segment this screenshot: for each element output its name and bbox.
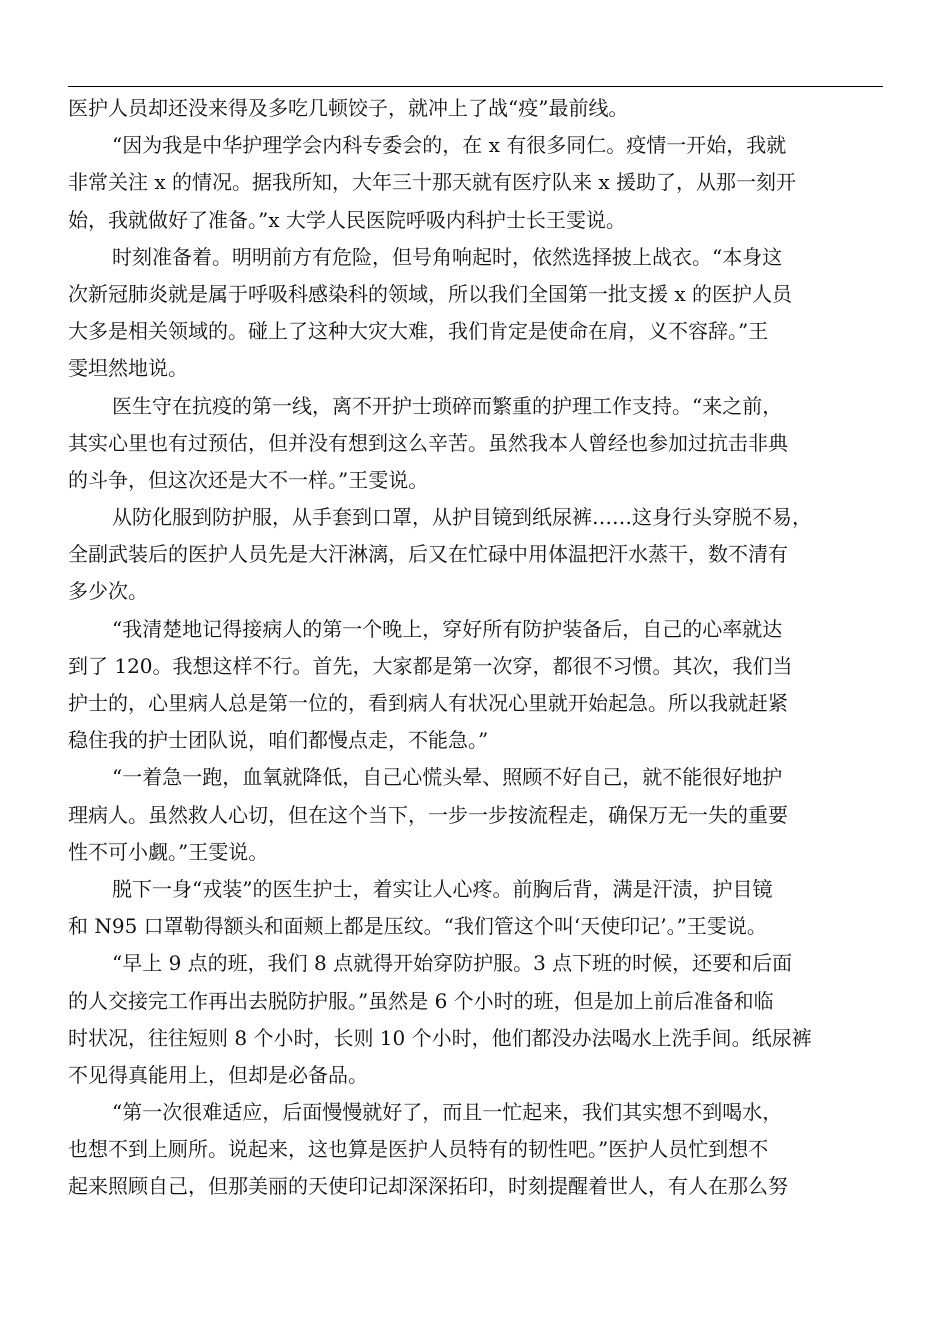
text-line: 和 N95 口罩勒得额头和面颊上都是压纹。“我们管这个叫‘天使印记’。”王雯说。 bbox=[68, 914, 767, 939]
header-rule bbox=[68, 86, 883, 87]
text-line: 全副武装后的医护人员先是大汗淋漓，后又在忙碌中用体温把汗水蒸干，数不清有 bbox=[68, 542, 788, 567]
text-line: 时状况，往往短则 8 个小时，长则 10 个小时，他们都没办法喝水上洗手间。纸尿裤 bbox=[68, 1025, 812, 1050]
text-line: 始，我就做好了准备。”x 大学人民医院呼吸内科护士长王雯说。 bbox=[68, 207, 626, 232]
text-line: 非常关注 x 的情况。据我所知，大年三十那天就有医疗队来 x 援助了，从那一刻开 bbox=[68, 170, 796, 195]
text-line: 从防化服到防护服，从手套到口罩，从护目镜到纸尿裤……这身行头穿脱不易， bbox=[112, 505, 812, 530]
text-line: 不见得真能用上，但却是必备品。 bbox=[68, 1062, 368, 1087]
text-line: “我清楚地记得接病人的第一个晚上，穿好所有防护装备后，自己的心率就达 bbox=[112, 616, 783, 641]
text-line: 到了 120。我想这样不行。首先，大家都是第一次穿，都很不习惯。其次，我们当 bbox=[68, 653, 793, 678]
text-line: 性不可小觑。”王雯说。 bbox=[68, 839, 269, 864]
text-line: 稳住我的护士团队说，咱们都慢点走，不能急。” bbox=[68, 728, 489, 753]
text-line: 大多是相关领域的。碰上了这种大灾大难，我们肯定是使命在肩，义不容辞。”王 bbox=[68, 319, 769, 344]
text-line: “第一次很难适应，后面慢慢就好了，而且一忙起来，我们其实想不到喝水， bbox=[112, 1100, 783, 1125]
text-line: 护士的，心里病人总是第一位的，看到病人有状况心里就开始起急。所以我就赶紧 bbox=[68, 691, 788, 715]
text-line: 医生守在抗疫的第一线，离不开护士琐碎而繁重的护理工作支持。“来之前， bbox=[112, 393, 783, 418]
text-line: 的斗争，但这次还是大不一样。”王雯说。 bbox=[68, 467, 429, 492]
text-line: “一着急一跑，血氧就降低，自己心慌头晕、照顾不好自己，就不能很好地护 bbox=[112, 765, 783, 790]
text-line: 雯坦然地说。 bbox=[68, 356, 188, 381]
text-line: 起来照顾自己，但那美丽的天使印记却深深拓印，时刻提醒着世人，有人在那么努 bbox=[68, 1174, 788, 1199]
text-line: 医护人员却还没来得及多吃几顿饺子，就冲上了战“疫”最前线。 bbox=[68, 96, 629, 120]
text-line: 其实心里也有过预估，但并没有想到这么辛苦。虽然我本人曾经也参加过抗击非典 bbox=[68, 430, 788, 455]
article-body bbox=[68, 90, 886, 1206]
text-line: 脱下一身“戎装”的医生护士，着实让人心疼。前胸后背，满是汗渍，护目镜 bbox=[112, 876, 773, 901]
text-line: 也想不到上厕所。说起来，这也算是医护人员特有的韧性吧。”医护人员忙到想不 bbox=[68, 1137, 769, 1162]
text-line: 次新冠肺炎就是属于呼吸科感染科的领域，所以我们全国第一批支援 x 的医护人员 bbox=[68, 281, 792, 306]
text-line: “因为我是中华护理学会内科专委会的，在 x 有很多同仁。疫情一开始，我就 bbox=[112, 133, 787, 158]
text-line: “早上 9 点的班，我们 8 点就得开始穿防护服。3 点下班的时候，还要和后面 bbox=[112, 951, 793, 976]
text-line: 时刻准备着。明明前方有危险，但号角响起时，依然选择披上战衣。“本身这 bbox=[112, 244, 783, 269]
text-line: 的人交接完工作再出去脱防护服。”虽然是 6 个小时的班，但是加上前后准备和临 bbox=[68, 988, 774, 1013]
text-line: 多少次。 bbox=[68, 579, 148, 604]
text-line: 理病人。虽然救人心切，但在这个当下，一步一步按流程走，确保万无一失的重要 bbox=[68, 802, 788, 827]
